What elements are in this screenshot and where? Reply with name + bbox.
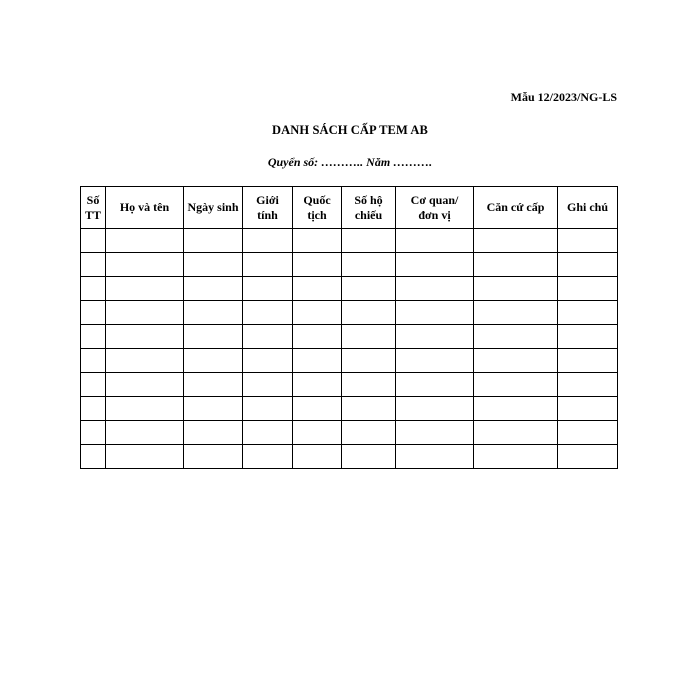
- table-cell: [81, 445, 106, 469]
- table-cell: [81, 373, 106, 397]
- table-row: [81, 325, 618, 349]
- table-cell: [243, 301, 293, 325]
- table-header-row: [81, 187, 618, 229]
- table-cell: [342, 301, 396, 325]
- table-cell: [106, 445, 184, 469]
- table-cell: [184, 445, 243, 469]
- table-cell: [243, 373, 293, 397]
- table-cell: [396, 349, 474, 373]
- table-cell: [293, 277, 342, 301]
- table-cell: [106, 397, 184, 421]
- table-cell: [184, 349, 243, 373]
- document-title: DANH SÁCH CẤP TEM AB: [272, 123, 428, 137]
- column-header-nationality: Quốc tịch: [293, 187, 342, 229]
- table-cell: [474, 325, 558, 349]
- table-cell: [342, 445, 396, 469]
- table-cell: [243, 397, 293, 421]
- table-cell: [558, 229, 618, 253]
- table-cell: [243, 253, 293, 277]
- table-cell: [396, 445, 474, 469]
- table-cell: [293, 229, 342, 253]
- column-header-date-of-birth: Ngày sinh: [184, 187, 243, 229]
- table-row: [81, 277, 618, 301]
- table-cell: [474, 349, 558, 373]
- table-cell: [558, 421, 618, 445]
- table-row: [81, 229, 618, 253]
- table-row: [81, 301, 618, 325]
- table-cell: [243, 229, 293, 253]
- table-cell: [558, 373, 618, 397]
- table-cell: [558, 325, 618, 349]
- table-cell: [81, 349, 106, 373]
- table-cell: [293, 445, 342, 469]
- table-cell: [106, 277, 184, 301]
- table-row: [81, 349, 618, 373]
- table-cell: [81, 421, 106, 445]
- table-cell: [396, 277, 474, 301]
- table-cell: [184, 301, 243, 325]
- column-header-agency-unit: Cơ quan/ đơn vị: [396, 187, 474, 229]
- table-cell: [558, 253, 618, 277]
- table-cell: [184, 229, 243, 253]
- table-cell: [106, 325, 184, 349]
- table-cell: [184, 373, 243, 397]
- issuance-list-table: [80, 186, 618, 469]
- table-cell: [243, 421, 293, 445]
- table-cell: [342, 253, 396, 277]
- table-cell: [293, 397, 342, 421]
- table-cell: [396, 397, 474, 421]
- table-cell: [558, 397, 618, 421]
- table-cell: [474, 445, 558, 469]
- table-cell: [293, 421, 342, 445]
- column-header-notes: Ghi chú: [558, 187, 618, 229]
- table-row: [81, 373, 618, 397]
- table-cell: [81, 397, 106, 421]
- table-cell: [474, 421, 558, 445]
- table-cell: [342, 229, 396, 253]
- table-cell: [474, 229, 558, 253]
- table-cell: [184, 421, 243, 445]
- column-header-no: Số TT: [81, 187, 106, 229]
- table-cell: [184, 253, 243, 277]
- table-cell: [474, 397, 558, 421]
- book-number-year-line: Quyển số: ……….. Năm ……….: [267, 155, 433, 169]
- table-cell: [342, 397, 396, 421]
- table-cell: [558, 301, 618, 325]
- table-row: [81, 253, 618, 277]
- table-cell: [293, 325, 342, 349]
- table-cell: [474, 253, 558, 277]
- column-header-gender: Giới tính: [243, 187, 293, 229]
- table-cell: [342, 325, 396, 349]
- table-body: [81, 229, 618, 469]
- table-cell: [81, 325, 106, 349]
- table-cell: [396, 373, 474, 397]
- table-row: [81, 421, 618, 445]
- table-row: [81, 397, 618, 421]
- table-cell: [243, 325, 293, 349]
- table-cell: [184, 397, 243, 421]
- table-cell: [293, 349, 342, 373]
- table-cell: [106, 253, 184, 277]
- table-cell: [106, 301, 184, 325]
- table-cell: [81, 277, 106, 301]
- table-cell: [396, 229, 474, 253]
- column-header-full-name: Họ và tên: [106, 187, 184, 229]
- table-cell: [342, 349, 396, 373]
- table-cell: [396, 421, 474, 445]
- table-cell: [293, 301, 342, 325]
- table-cell: [81, 229, 106, 253]
- table-cell: [342, 421, 396, 445]
- table-cell: [184, 277, 243, 301]
- table-cell: [474, 277, 558, 301]
- table-cell: [342, 373, 396, 397]
- table-cell: [396, 253, 474, 277]
- table-cell: [396, 301, 474, 325]
- table-cell: [558, 349, 618, 373]
- table-cell: [106, 421, 184, 445]
- table-cell: [558, 277, 618, 301]
- table-cell: [558, 445, 618, 469]
- table-cell: [474, 373, 558, 397]
- table-cell: [106, 229, 184, 253]
- column-header-passport-number: Số hộ chiếu: [342, 187, 396, 229]
- column-header-issuance-basis: Căn cứ cấp: [474, 187, 558, 229]
- form-code: Mẫu 12/2023/NG-LS: [510, 90, 617, 104]
- table-row: [81, 445, 618, 469]
- table-cell: [342, 277, 396, 301]
- table-cell: [474, 301, 558, 325]
- table-cell: [293, 253, 342, 277]
- table-cell: [81, 253, 106, 277]
- table-cell: [184, 325, 243, 349]
- table-cell: [396, 325, 474, 349]
- table-cell: [243, 349, 293, 373]
- table-cell: [243, 277, 293, 301]
- table-cell: [106, 373, 184, 397]
- table-cell: [81, 301, 106, 325]
- table-cell: [243, 445, 293, 469]
- table-cell: [106, 349, 184, 373]
- table-cell: [293, 373, 342, 397]
